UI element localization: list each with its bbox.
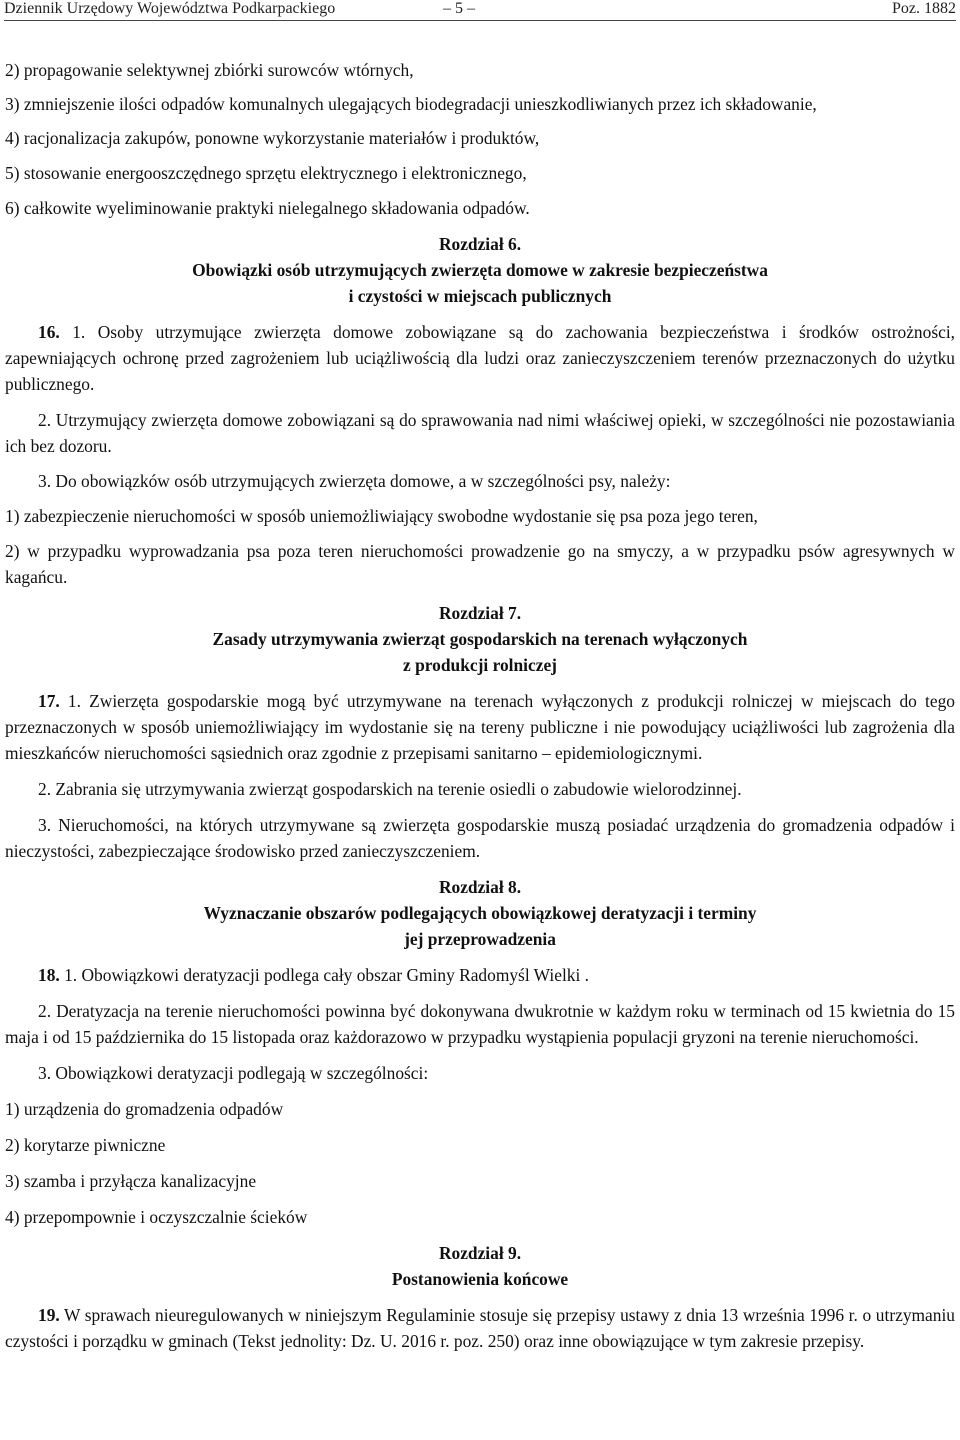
chapter-heading: Rozdział 7. xyxy=(438,603,522,623)
paragraph xyxy=(5,319,955,397)
list-item: 6) całkowite wyeliminowanie praktyki nielegalnego składowania odpadów. xyxy=(5,198,530,218)
list-item: 2) w przypadku wyprowadzania psa poza teren nieruchomości prowadzenie go na smyczy, a w przypadku psów agresywnych w kagańcu. xyxy=(5,541,955,587)
chapter-heading: Rozdział 6. xyxy=(438,234,522,254)
list-item: 2) propagowanie selektywnej zbiórki surowców wtórnych, xyxy=(5,60,414,80)
header-rule xyxy=(4,20,956,21)
chapter-heading: Rozdział 9. xyxy=(438,1243,522,1263)
paragraph: 3. Nieruchomości, na których utrzymywane są zwierzęta gospodarskie muszą posiadać urządzenia do gromadzenia odpadów i nieczystości, zabezpieczające środowisko przed zanieczyszczeniem. xyxy=(5,815,955,861)
chapter-title: Wyznaczanie obszarów podlegających obowiązkowej deratyzacji i terminy xyxy=(203,903,757,923)
list-item: 4) przepompownie i oczyszczalnie ścieków xyxy=(5,1207,308,1227)
page-header xyxy=(4,0,956,20)
paragraph-number: 19. xyxy=(38,1305,60,1325)
paragraph xyxy=(5,962,955,988)
paragraph-text: 1. Obowiązkowi deratyzacji podlega cały obszar Gminy Radomyśl Wielki . xyxy=(59,965,590,985)
chapter-title: Zasady utrzymywania zwierząt gospodarskich na terenach wyłączonych xyxy=(212,629,748,649)
paragraph: 3. Obowiązkowi deratyzacji podlegają w szczególności: xyxy=(38,1063,429,1083)
list-item: 3) zmniejszenie ilości odpadów komunalnych ulegających biodegradacji unieszkodliwianych przez ich składowanie, xyxy=(5,94,817,114)
paragraph-number: 17. xyxy=(38,691,60,711)
paragraph xyxy=(5,688,955,766)
paragraph: 2. Zabrania się utrzymywania zwierząt gospodarskich na terenie osiedli o zabudowie wielorodzinnej. xyxy=(38,779,742,799)
document-body xyxy=(5,57,955,1354)
list-item: 3) szamba i przyłącza kanalizacyjne xyxy=(5,1171,257,1191)
chapter-heading: Rozdział 8. xyxy=(438,877,522,897)
paragraph-number: 18. xyxy=(38,965,60,985)
position-number: Poz. 1882 xyxy=(892,0,956,17)
list-item: 5) stosowanie energooszczędnego sprzętu elektrycznego i elektronicznego, xyxy=(5,163,527,183)
paragraph-text: 1. Osoby utrzymujące zwierzęta domowe zobowiązane są do zachowania bezpieczeństwa i środków ostrożności, zapewniających ochronę przed zagrożeniem lub uciążliwością dla ludzi oraz zanieczyszczeniem terenów przeznaczonych do użytku publicznego. xyxy=(5,322,955,394)
paragraph: 2. Utrzymujący zwierzęta domowe zobowiązani są do sprawowania nad nimi właściwej opieki, w szczególności nie pozostawiania ich bez dozoru. xyxy=(5,410,955,456)
chapter-title: z produkcji rolniczej xyxy=(403,655,557,675)
chapter-title: jej przeprowadzenia xyxy=(404,929,556,949)
list-item: 4) racjonalizacja zakupów, ponowne wykorzystanie materiałów i produktów, xyxy=(5,128,540,148)
page-number: – 5 – xyxy=(443,0,475,17)
chapter-title: i czystości w miejscach publicznych xyxy=(348,286,612,306)
paragraph-text: 1. Zwierzęta gospodarskie mogą być utrzymywane na terenach wyłączonych z produkcji rolniczej w miejscach do tego przeznaczonych w sposób uniemożliwiający im wydostanie się na tereny publiczne i nie powodujący uciążliwości lub zagrożenia dla mieszkańców nieruchomości sąsiednich oraz zgodnie z przepisami sanitarno – epidemiologicznymi. xyxy=(5,691,955,763)
chapter-title: Postanowienia końcowe xyxy=(391,1269,569,1289)
paragraph-number: 16. xyxy=(38,322,60,342)
list-item: 2) korytarze piwniczne xyxy=(5,1135,166,1155)
chapter-title: Obowiązki osób utrzymujących zwierzęta domowe w zakresie bezpieczeństwa xyxy=(192,260,768,280)
journal-title: Dziennik Urzędowy Województwa Podkarpackiego xyxy=(4,0,336,17)
paragraph: 3. Do obowiązków osób utrzymujących zwierzęta domowe, a w szczególności psy, należy: xyxy=(38,471,671,491)
paragraph-text: W sprawach nieuregulowanych w niniejszym Regulaminie stosuje się przepisy ustawy z dnia 13 września 1996 r. o utrzymaniu czystości i porządku w gminach (Tekst jednolity: Dz. U. 2016 r. poz. 250) oraz inne obowiązujące w tym zakresie przepisy. xyxy=(5,1305,955,1351)
paragraph: 2. Deratyzacja na terenie nieruchomości powinna być dokonywana dwukrotnie w każdym roku w terminach od 15 kwietnia do 15 maja i od 15 października do 15 listopada oraz każdorazowo w przypadku wystąpienia populacji gryzoni na terenie nieruchomości. xyxy=(5,1001,955,1047)
list-item: 1) zabezpieczenie nieruchomości w sposób uniemożliwiający swobodne wydostanie się psa poza jego teren, xyxy=(5,506,758,526)
list-item: 1) urządzenia do gromadzenia odpadów xyxy=(5,1099,284,1119)
paragraph xyxy=(5,1302,955,1354)
